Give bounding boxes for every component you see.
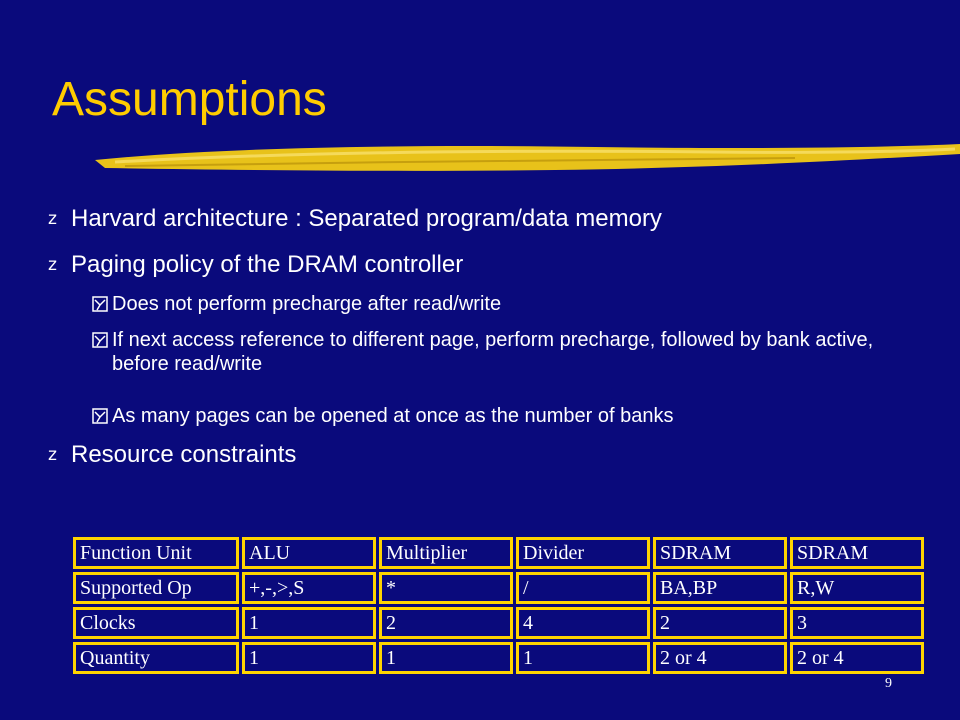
table-row — [73, 537, 924, 569]
table-cell: Clocks — [73, 607, 239, 639]
table-row — [73, 642, 924, 674]
sub-bullet-no-precharge: Does not perform precharge after read/write — [92, 292, 892, 316]
table-cell: Function Unit — [73, 537, 239, 569]
sub-bullet-next-access: If next access reference to different page, perform precharge, followed by bank active, before read/write — [92, 328, 892, 376]
slide-title: Assumptions — [52, 73, 327, 126]
table-cell: Quantity — [73, 642, 239, 674]
checkbox-bullet-icon — [92, 332, 108, 348]
table-cell: * — [379, 572, 513, 604]
table-cell: SDRAM — [653, 537, 787, 569]
table-row — [73, 572, 924, 604]
table-cell: 1 — [242, 642, 376, 674]
table-cell: BA,BP — [653, 572, 787, 604]
table-cell: 2 — [653, 607, 787, 639]
table-cell: 4 — [516, 607, 650, 639]
bullet-paging-policy: z Paging policy of the DRAM controller — [48, 251, 464, 278]
table-cell: / — [516, 572, 650, 604]
table-cell: 3 — [790, 607, 924, 639]
z-bullet-icon: z — [48, 209, 57, 229]
table-cell: Divider — [516, 537, 650, 569]
table-row — [73, 607, 924, 639]
table-cell: Supported Op — [73, 572, 239, 604]
table-cell: 2 or 4 — [653, 642, 787, 674]
bullet-harvard: z Harvard architecture : Separated program/data memory — [48, 205, 662, 232]
table-cell: R,W — [790, 572, 924, 604]
sub-bullet-pages-banks: As many pages can be opened at once as the number of banks — [92, 404, 892, 428]
brush-stroke-underline — [95, 138, 960, 178]
table-cell: +,-,>,S — [242, 572, 376, 604]
table-cell: 2 — [379, 607, 513, 639]
z-bullet-icon: z — [48, 255, 57, 275]
checkbox-bullet-icon — [92, 408, 108, 424]
table-cell: 1 — [379, 642, 513, 674]
checkbox-bullet-icon — [92, 296, 108, 312]
table-cell: 2 or 4 — [790, 642, 924, 674]
table-cell: 1 — [516, 642, 650, 674]
page-number: 9 — [885, 676, 892, 691]
resource-constraints-table — [70, 534, 927, 677]
table-cell: 1 — [242, 607, 376, 639]
table-cell: ALU — [242, 537, 376, 569]
table-cell: SDRAM — [790, 537, 924, 569]
table-cell: Multiplier — [379, 537, 513, 569]
z-bullet-icon: z — [48, 445, 57, 465]
bullet-resource-constraints: z Resource constraints — [48, 441, 297, 468]
